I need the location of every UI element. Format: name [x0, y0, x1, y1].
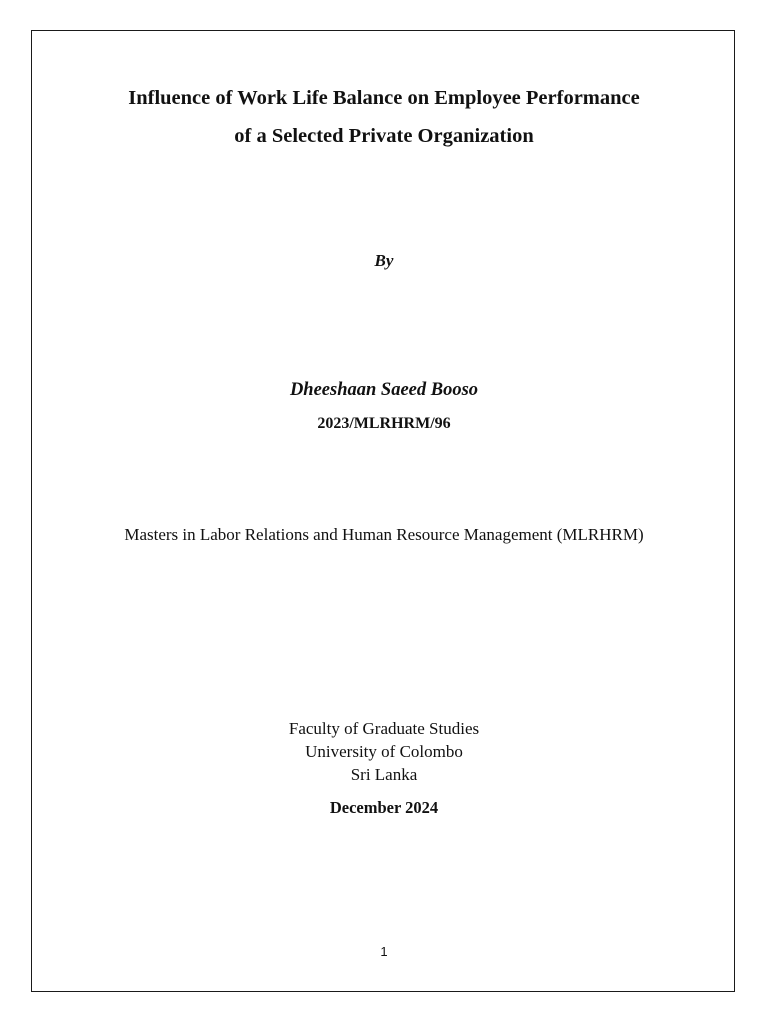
- country-name: Sri Lanka: [350, 765, 418, 784]
- page-number: 1: [380, 944, 388, 959]
- page-border: [31, 30, 735, 992]
- submission-date: December 2024: [329, 798, 439, 817]
- by-label: By: [374, 251, 394, 270]
- title-line-2: of a Selected Private Organization: [234, 125, 534, 147]
- degree-name: Masters in Labor Relations and Human Resource Management (MLRHRM): [124, 525, 644, 544]
- university-name: University of Colombo: [305, 742, 463, 761]
- title-line-1: Influence of Work Life Balance on Employee Performance: [128, 87, 640, 109]
- faculty-name: Faculty of Graduate Studies: [288, 719, 480, 738]
- registration-number: 2023/MLRHRM/96: [317, 415, 451, 432]
- author-name: Dheeshaan Saeed Booso: [289, 380, 479, 400]
